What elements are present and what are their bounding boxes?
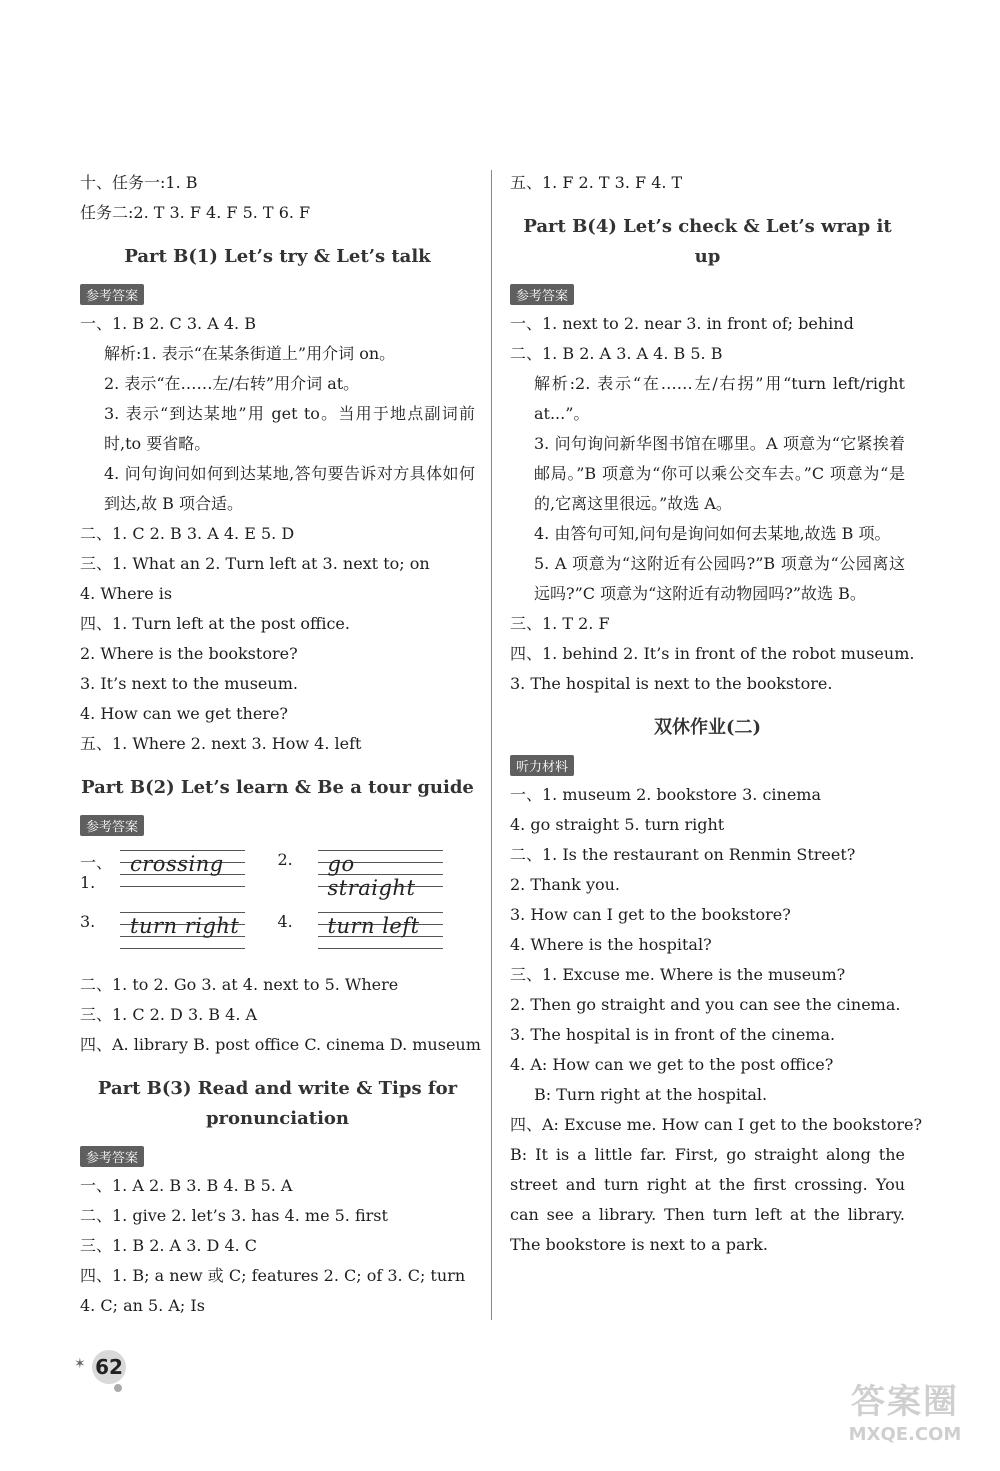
answer-line: 三、1. C 2. D 3. B 4. A: [80, 1005, 258, 1024]
column-divider: [491, 170, 492, 1320]
answer-line: 4. A: How can we get to the post office?: [510, 1055, 834, 1074]
answer-line: 2. Where is the bookstore?: [80, 644, 298, 663]
watermark-url: MXQE.COM: [848, 1424, 962, 1445]
section-title: Part B(3) Read and write & Tips for pronunciation: [97, 1078, 458, 1129]
answer-badge: 参考答案: [510, 284, 574, 305]
answer-badge: 参考答案: [80, 815, 144, 836]
answer-line: 一、1. next to 2. near 3. in front of; behind: [510, 314, 854, 333]
item-number: 4.: [277, 912, 293, 931]
answer-line: 二、1. give 2. let’s 3. has 4. me 5. first: [80, 1206, 388, 1225]
answer-line: 五、1. Where 2. next 3. How 4. left: [80, 734, 362, 753]
answer-badge: 参考答案: [80, 1146, 144, 1167]
handwritten-answer: crossing: [130, 852, 224, 876]
handwriting-item: [80, 908, 278, 960]
answer-line: 2. Thank you.: [510, 875, 621, 894]
listening-badge: 听力材料: [510, 755, 574, 776]
section-title: 双休作业(二): [653, 717, 762, 738]
answer-badge: 参考答案: [80, 284, 144, 305]
right-column: [510, 168, 923, 1260]
answer-line: 4. go straight 5. turn right: [510, 815, 725, 834]
answer-line: 三、1. B 2. A 3. D 4. C: [80, 1236, 258, 1255]
handwritten-answer: go straight: [327, 852, 416, 900]
answer-line: 任务二:2. T 3. F 4. F 5. T 6. F: [80, 203, 311, 222]
handwritten-answer: turn right: [130, 914, 240, 938]
section-title: Part B(4) Let’s check & Let’s wrap it up: [523, 216, 892, 267]
section-title: Part B(2) Let’s learn & Be a tour guide: [81, 777, 474, 798]
left-column: [80, 168, 481, 1321]
answer-line: 一、1. museum 2. bookstore 3. cinema: [510, 785, 822, 804]
dot-decoration: [114, 1384, 122, 1392]
answer-line: 二、1. B 2. A 3. A 4. B 5. B: [510, 344, 723, 363]
section-title: Part B(1) Let’s try & Let’s talk: [124, 246, 431, 267]
handwriting-row: [80, 908, 475, 960]
answer-line: 4. How can we get there?: [80, 704, 288, 723]
explanation-line: 3. 问句询问新华图书馆在哪里。A 项意为“它紧挨着邮局。”B 项意为“你可以乘公交车去。”C 项意为“是的,它离这里很远。”故选 A。: [534, 434, 905, 513]
handwritten-answer: turn left: [327, 914, 420, 938]
page-number: 62: [92, 1350, 126, 1384]
answer-line: 一、1. B 2. C 3. A 4. B: [80, 314, 256, 333]
writing-lines: [120, 846, 245, 888]
answer-line: 三、1. T 2. F: [510, 614, 610, 633]
handwriting-row: [80, 846, 475, 898]
watermark-logo: [820, 1380, 990, 1460]
dialogue-paragraph: B: It is a little far. First, go straight along the street and turn right at the first crossing. You can see a library. Then turn left at the library. The bookstore is next to a park.: [510, 1145, 905, 1254]
answer-line: 3. The hospital is next to the bookstore.: [510, 674, 833, 693]
watermark-text: 答案圈: [851, 1382, 959, 1422]
item-number: 2.: [277, 850, 293, 869]
writing-lines: [120, 908, 245, 950]
explanation-line: 4. 由答句可知,问句是询问如何去某地,故选 B 项。: [534, 524, 891, 543]
answer-line: 4. Where is the hospital?: [510, 935, 712, 954]
answer-line: 十、任务一:1. B: [80, 173, 198, 192]
handwriting-item: [80, 846, 278, 898]
explanation-line: 解析:1. 表示“在某条街道上”用介词 on。: [104, 344, 396, 363]
item-number: 3.: [80, 912, 96, 931]
writing-lines: [318, 846, 443, 900]
answer-line: 二、1. Is the restaurant on Renmin Street?: [510, 845, 856, 864]
explanation-line: 3. 表示“到达某地”用 get to。当用于地点副词前时,to 要省略。: [104, 404, 475, 453]
handwriting-item: [278, 846, 476, 898]
handwriting-item: [278, 908, 476, 960]
explanation-line: 5. A 项意为“这附近有公园吗?”B 项意为“公园离这远吗?”C 项意为“这附近有动物园吗?”故选 B。: [534, 554, 905, 603]
answer-line: 四、1. B; a new 或 C; features 2. C; of 3. C; turn: [80, 1266, 466, 1285]
answer-line: 3. It’s next to the museum.: [80, 674, 298, 693]
answer-line: 三、1. Excuse me. Where is the museum?: [510, 965, 846, 984]
answer-line: 四、1. Turn left at the post office.: [80, 614, 350, 633]
answer-line: 3. The hospital is in front of the cinema.: [510, 1025, 836, 1044]
answer-line: 2. Then go straight and you can see the cinema.: [510, 995, 901, 1014]
answer-line: 4. Where is: [80, 584, 173, 603]
writing-lines: [318, 908, 443, 950]
answer-line: 3. How can I get to the bookstore?: [510, 905, 791, 924]
explanation-line: 4. 问句询问如何到达某地,答句要告诉对方具体如何到达,故 B 项合适。: [104, 464, 475, 513]
explanation-line: 2. 表示“在……左/右转”用介词 at。: [104, 374, 360, 393]
answer-line: 二、1. C 2. B 3. A 4. E 5. D: [80, 524, 295, 543]
answer-line: 4. C; an 5. A; Is: [80, 1296, 205, 1315]
explanation-line: 解析:2. 表示“在……左/右拐”用“turn left/right at...”。: [534, 374, 905, 423]
answer-line: 四、A. library B. post office C. cinema D. museum: [80, 1035, 481, 1054]
answer-line: 一、1. A 2. B 3. B 4. B 5. A: [80, 1176, 293, 1195]
item-number: 一、1.: [80, 853, 113, 892]
answer-line: 四、1. behind 2. It’s in front of the robot museum.: [510, 644, 915, 663]
answer-line: 五、1. F 2. T 3. F 4. T: [510, 173, 683, 192]
answer-line: 四、A: Excuse me. How can I get to the bookstore?: [510, 1115, 923, 1134]
answer-line: B: Turn right at the hospital.: [534, 1085, 768, 1104]
answer-line: 二、1. to 2. Go 3. at 4. next to 5. Where: [80, 975, 399, 994]
star-icon: ✶: [74, 1356, 86, 1372]
answer-line: 三、1. What an 2. Turn left at 3. next to; on: [80, 554, 430, 573]
